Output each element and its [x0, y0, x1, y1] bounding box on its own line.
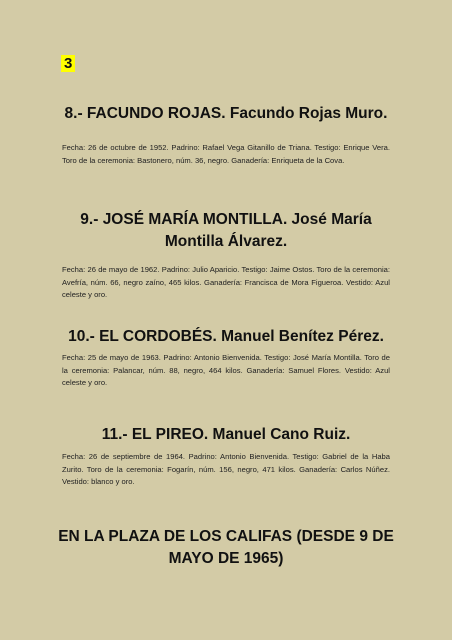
entry-9-heading-line1: 9.- JOSÉ MARÍA MONTILLA. José María	[80, 211, 372, 228]
section-heading-line2: MAYO DE 1965)	[168, 550, 284, 567]
entry-10-details: Fecha: 25 de mayo de 1963. Padrino: Antonio Bienvenida. Testigo: José María Montilla. Toro de la ceremonia: Palancar, núm. 88, negro, 464 kilos. Ganadería: Samuel Flores. Vestido: Azul celeste y oro.	[62, 353, 390, 387]
entry-9-heading-line2: Montilla Álvarez.	[164, 233, 288, 250]
entry-9-details: Fecha: 26 de mayo de 1962. Padrino: Julio Aparicio. Testigo: Jaime Ostos. Toro de la ceremonia: Avefría, núm. 66, negro zaíno, 465 kilos. Ganadería: Francisca de Mora Figueroa. Vestido: Azul celeste y oro.	[62, 265, 390, 299]
entry-8-heading: 8.- FACUNDO ROJAS. Facundo Rojas Muro.	[64, 105, 388, 122]
entry-11-heading: 11.- EL PIREO. Manuel Cano Ruiz.	[101, 426, 351, 443]
entry-11-details: Fecha: 26 de septiembre de 1964. Padrino: Antonio Bienvenida. Testigo: Gabriel de la Haba Zurito. Toro de la ceremonia: Fogarín, núm. 156, negro, 471 kilos. Ganadería: Carlos Núñez. Vestido: blanco y oro.	[62, 452, 390, 486]
entry-10-heading: 10.- EL CORDOBÉS. Manuel Benítez Pérez.	[68, 328, 384, 345]
section-heading-line1: EN LA PLAZA DE LOS CALIFAS (DESDE 9 DE	[58, 528, 394, 545]
page-number: 3	[61, 55, 75, 72]
entry-8-details: Fecha: 26 de octubre de 1952. Padrino: Rafael Vega Gitanillo de Triana. Testigo: Enrique Vera. Toro de la ceremonia: Bastonero, núm. 36, negro. Ganadería: Enriqueta de la Cova.	[62, 143, 390, 165]
